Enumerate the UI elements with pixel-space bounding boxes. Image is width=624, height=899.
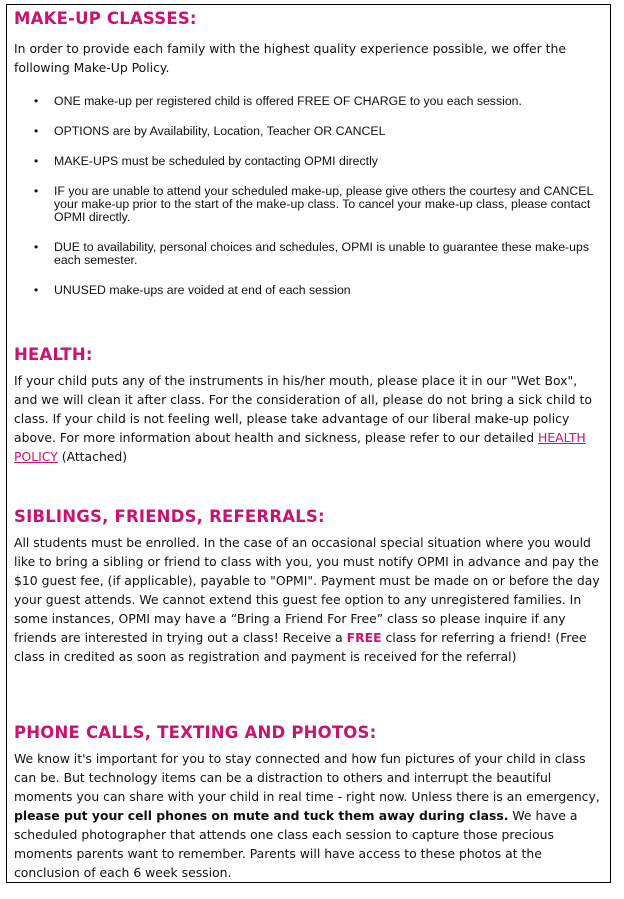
health-suffix: (Attached) bbox=[57, 449, 128, 464]
list-item: • MAKE-UPS must be scheduled by contacting OPMI directly bbox=[14, 155, 604, 168]
health-paragraph bbox=[14, 371, 604, 466]
list-item: • OPTIONS are by Availability, Location, Teacher OR CANCEL bbox=[14, 125, 604, 138]
free-highlight: FREE bbox=[346, 630, 382, 645]
makeup-section bbox=[14, 9, 604, 314]
phone-bold-notice: please put your cell phones on mute and tuck them away during class. bbox=[14, 808, 509, 823]
siblings-text-b: class for referring a friend! (Free class in credited as soon as registration and payment is received for the referral) bbox=[14, 630, 587, 664]
policy-document bbox=[6, 4, 611, 883]
makeup-intro: In order to provide each family with the highest quality experience possible, we offer the following Make-Up Policy. bbox=[14, 41, 567, 75]
phone-paragraph bbox=[14, 749, 604, 882]
list-item: • UNUSED make-ups are voided at end of each session bbox=[14, 284, 604, 297]
health-policy-link[interactable]: HEALTH POLICY bbox=[14, 430, 586, 464]
siblings-section bbox=[14, 507, 604, 666]
siblings-paragraph bbox=[14, 533, 604, 666]
siblings-heading: SIBLINGS, FRIENDS, REFERRALS: bbox=[14, 507, 325, 526]
siblings-text-a: All students must be enrolled. In the case of an occasional special situation where you would like to bring a sibling or friend to class with you, you must notify OPMI in advance and pay the $10 guest fee, (if applicable), payable to "OPMI". Payment must be made on or before the day your guest attends. We cannot extend this guest fee option to any unregistered families. In some instances, OPMI may have a “Bring a Friend For Free” class so please inquire if any friends are interested in trying out a class! Receive a bbox=[14, 535, 600, 645]
health-section bbox=[14, 345, 604, 466]
phone-text-b: We have a scheduled photographer that attends one class each session to capture those precious moments parents want to remember. Parents will have access to these photos at the conclusion of each 6 week session. bbox=[14, 808, 578, 880]
health-text: If your child puts any of the instruments in his/her mouth, please place it in our "Wet Box", and we will clean it after class. For the consideration of all, please do not bring a sick child to class. If your child is not feeling well, please take advantage of our liberal make-up policy above. For more information about health and sickness, please refer to our detailed bbox=[14, 373, 592, 445]
makeup-bullet-list bbox=[14, 95, 604, 297]
makeup-heading: MAKE-UP CLASSES: bbox=[14, 9, 197, 28]
phone-text-a: We know it's important for you to stay connected and how fun pictures of your child in class can be. But technology items can be a distraction to others and interrupt the beautiful moments you can share with your child in real time - right now. Unless there is an emergency, bbox=[14, 751, 600, 804]
phone-section bbox=[14, 723, 604, 882]
list-item: • IF you are unable to attend your scheduled make-up, please give others the courtesy and CANCEL your make-up prior to the start of the make-up class. To cancel your make-up class, please contact OPMI directly. bbox=[14, 185, 604, 224]
health-heading: HEALTH: bbox=[14, 345, 93, 364]
list-item: • ONE make-up per registered child is offered FREE OF CHARGE to you each session. bbox=[14, 95, 604, 108]
phone-heading: PHONE CALLS, TEXTING AND PHOTOS: bbox=[14, 723, 377, 742]
list-item: • DUE to availability, personal choices and schedules, OPMI is unable to guarantee these make-ups each semester. bbox=[14, 241, 604, 267]
